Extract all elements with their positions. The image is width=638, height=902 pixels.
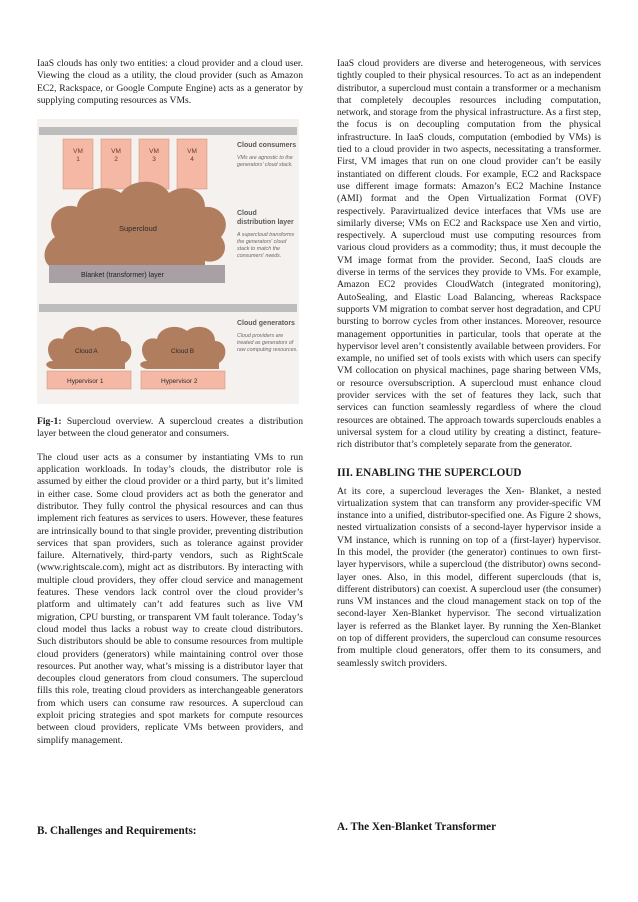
heading-xen-blanket: A. The Xen-Blanket Transformer <box>337 821 497 833</box>
consumers-band <box>39 127 297 135</box>
distribution-title-line: Cloud <box>237 210 257 218</box>
vm-label: VM <box>73 148 83 156</box>
heading-challenges: B. Challenges and Requirements: <box>37 825 197 837</box>
vm-label: VM <box>187 148 197 156</box>
right-paragraph-1: IaaS cloud providers are diverse and heterogeneous, with services tightly coupled to their physical resources. To act as an independent distributor, a supercloud must contain a transformer or a mechanism that completely decouples resources including computation, network, and storage from the physical infrastructure. As a first step, the focus is on decoupling computation from the physical infrastructure. In IaaS clouds, computation (embodied by VMs) is tied to a cloud provider in two aspects, necessitating a transformer. First, VM images that run on one cloud provider can’t be easily instantiated on different clouds. For example, EC2 and Rackspace use different image formats: Amazon’s EC2 Machine Instance (AMI) format and the Open Virtualization Format (OVF) respectively. Paravirtualized device interfaces that VMs use are similarly diverse; VMs on EC2 and Rackspace use Xen and virtio, respectively. A supercloud must use computing resources from various cloud providers as a commodity; thus, it must decouple the VM image format from the provider. Second, IaaS clouds are diverse in terms of the services they provide to VMs. For example, Amazon EC2 provides CloudWatch (integrated monitoring), AutoSealing, and Elastic Load Balancing, whereas Rackspace supports VM migration to combat server host degradation, and CPU bursting to borrow cycles from other instances. Moreover, resource management opportunities in particular, tools that operate at the hypervisor level aren’t consistently available between providers. For example, no unified set of tools exists with which users can specify VM collocation on physical machines, page sharing between VMs, or resource oversubscription. A supercloud must enhance cloud provider services with the set of features they lack, such that services can function seamlessly regardless of where the cloud resources are obtained. The approach towards superclouds enables a universal system for a cloud utility by creating a distinct, feature-rich distributor that’s completely separate from the generator. <box>337 58 601 451</box>
hypervisor-2-label: Hypervisor 2 <box>161 378 198 386</box>
cloud-a-label: Cloud A <box>75 348 98 356</box>
vm-label: VM <box>111 148 121 156</box>
heading-enabling-supercloud: III. ENABLING THE SUPERCLOUD <box>337 466 522 479</box>
caption-text: Supercloud overview. A supercloud creates a distribution layer between the cloud generator and consumers. <box>37 416 303 440</box>
vm-box-1 <box>63 139 93 189</box>
vm-label: VM <box>149 148 159 156</box>
distribution-title-line: distribution layer <box>237 219 294 227</box>
vm-number: 3 <box>152 156 156 164</box>
generators-desc-line: Cloud providers are <box>237 333 284 340</box>
supercloud-label: Supercloud <box>119 224 157 234</box>
supercloud-diagram <box>37 119 299 404</box>
generators-band <box>39 304 297 312</box>
distribution-desc-line: the generators' cloud <box>237 239 287 246</box>
generators-title: Cloud generators <box>237 320 295 328</box>
cloud-b-label: Cloud B <box>171 348 195 356</box>
left-paragraph-2: The cloud user acts as a consumer by instantiating VMs to run application workloads. In today’s clouds, the distributor role is assumed by either the cloud provider or a third party, but it’s limited in either case. Some cloud providers act as both the generator and distributor. They fully control the physical resources and can thus implement rich features as services to users. However, these features are intrinsically bound to that single provider, preventing distribution services that span providers, such as tolerance against provider failure. Alternatively, third-party vendors, such as RightScale (www.rightscale.com), might act as distributors. By interacting with multiple cloud providers, they offer cloud service and management features. These vendors lack control over the cloud provider’s platform and ultimately can’t add features such as live VM migration, CPU bursting, or transparent VM fault tolerance. Today’s cloud model thus lacks a robust way to create cloud distributors. Such distributors should be able to consume resources from multiple cloud providers (generators) while maintaining control over those resources. Put another way, what’s missing is a distributor layer that decouples cloud generators from cloud consumers. The supercloud fills this role, treating cloud providers as interchangeable generators from which users can consume raw resources. A supercloud can exploit pricing strategies and spot markets for compute resources between cloud providers, replicate VMs between providers, and simplify management. <box>37 451 303 746</box>
distribution-desc-line: A supercloud transforms <box>237 232 295 239</box>
vm-box-4 <box>177 139 207 189</box>
distribution-desc-line: consumers' needs. <box>237 253 282 260</box>
generators-desc-line: treated as generators of <box>237 340 294 347</box>
consumers-desc-line: generators' cloud stack. <box>237 162 293 169</box>
supercloud-figure <box>37 119 299 404</box>
caption-label: Fig-1: <box>37 416 62 428</box>
vm-box-3 <box>139 139 169 189</box>
right-column <box>337 58 601 670</box>
distribution-desc-line: stack to match the <box>237 246 280 253</box>
figure-caption <box>37 416 303 441</box>
consumers-annotation <box>237 142 296 168</box>
hypervisor-1-label: Hypervisor 1 <box>67 378 104 386</box>
vm-number: 1 <box>76 156 80 164</box>
consumers-desc-line: VMs are agnostic to the <box>237 155 293 162</box>
vm-number: 4 <box>190 156 194 164</box>
vm-box-2 <box>101 139 131 189</box>
right-paragraph-2: At its core, a supercloud leverages the Xen- Blanket, a nested virtualization system that can transform any provider-specific VM instance into a unified, distributor-specified one. As Figure 2 shows, nested virtualization consists of a second-layer hypervisor inside a VM instance, which is running on top of a (first-layer) hypervisor. In this model, the provider (the generator) continues to own first-layer hypervisors, while a supercloud (the distributor) owns second-layer ones. Also, in this model, different superclouds (that is, different distributors) can coexist. A supercloud user (the consumer) runs VM instances and the cloud management stack on top of the second-layer Xen-Blanket hypervisor. The second virtualization layer is referred as the Blanket layer. By running the Xen-Blanket on top of different providers, the supercloud can consume resources from multiple cloud generators, offer them to its consumers, and seamlessly switch providers. <box>337 485 601 669</box>
blanket-label: Blanket (transformer) layer <box>81 272 164 280</box>
left-column <box>37 58 303 747</box>
vm-number: 2 <box>114 156 118 164</box>
consumers-title: Cloud consumers <box>237 142 297 150</box>
left-paragraph-1: IaaS clouds has only two entities: a cloud provider and a cloud user. Viewing the cloud as a utility, the cloud provider (such as Amazon EC2, Rackspace, or Google Compute Engine) acts as a generator by supplying computing resources as VMs. <box>37 58 303 106</box>
generators-desc-line: raw computing resources. <box>237 347 298 354</box>
